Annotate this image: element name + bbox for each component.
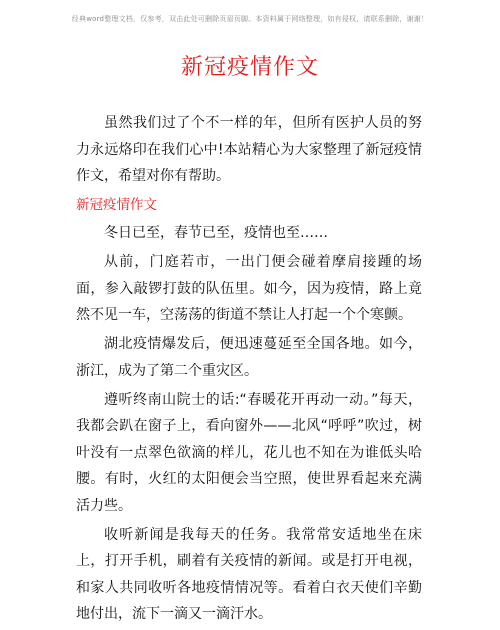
document-title: 新冠疫情作文 — [180, 55, 319, 80]
paragraph-4: 遵听终南山院士的话:“春暖花开再动一动。”每天，我都会趴在窗子上，看向窗外——北风“呼呼”吹过，树叶没有一点翠色欲滴的样儿，花儿也不知在为谁低头哈腰。有时，火红的太阳便会当空照，使世界看起来充满活力些。 — [76, 391, 422, 514]
paragraph-2: 从前，门庭若市，一出门便会碰着摩肩接踵的场面，参入敲锣打鼓的队伍里。如今，因为疫情，路上竟然不见一车，空荡荡的街道不禁让人打起一个个寒颤。 — [76, 254, 422, 323]
paragraph-3: 湖北疫情爆发后，便迅速蔓延至全国各地。如今，浙江，成为了第二个重灾区。 — [76, 336, 422, 379]
intro-paragraph: 虽然我们过了个不一样的年，但所有医护人员的努力永远烙印在我们心中!本站精心为大家整理了新冠疫情作文，希望对你有帮助。 — [76, 115, 422, 184]
header-note: 经典word整理文档，仅参考，双击此处可删除页眉页脚。本资料属于网络整理，如有侵权，请联系删除，谢谢！ — [71, 15, 429, 23]
paragraph-1: 冬日已至，春节已至，疫情也至…… — [104, 225, 328, 241]
section-subheading: 新冠疫情作文 — [76, 197, 157, 213]
document-body — [76, 110, 422, 630]
paragraph-5: 收听新闻是我每天的任务。我常常安适地坐在床上，打开手机，刷着有关疫情的新闻。或是打开电视，和家人共同收听各地疫情情况等。看着白衣天使们辛勤地付出，流下一滴又一滴汗水。 — [76, 526, 422, 622]
